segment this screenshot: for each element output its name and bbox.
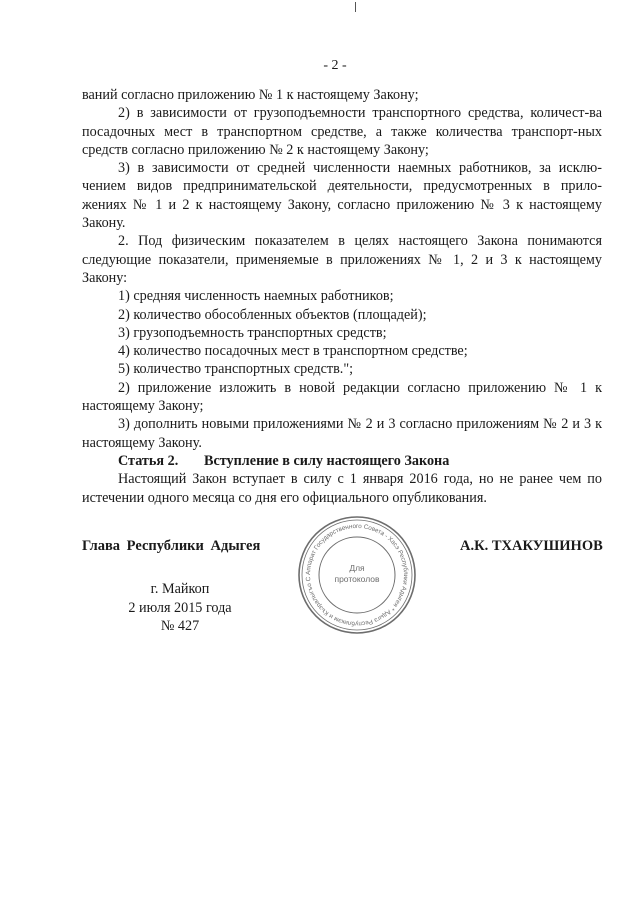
seal-center-line1: Для [349, 563, 365, 573]
article-2 [82, 452, 602, 507]
place-date-block [100, 580, 260, 636]
article-heading [82, 452, 602, 470]
indicator-4: 4) количество посадочных мест в транспортном средстве; [118, 343, 468, 360]
indicator-2: 2) количество обособленных объектов (площадей); [118, 306, 427, 323]
article-text: Настоящий Закон вступает в силу с 1 января 2016 года, но не ранее чем по истечении одного месяца со дня его официального опубликования. [82, 471, 602, 506]
paragraph-item-2: 2) в зависимости от грузоподъемности транспортного средства, количест-ва посадочных мест в транспортном средстве, а также количества транспорт-ных средств согласно приложению № 2 к настоящему Закону; [82, 105, 602, 158]
indicator-5: 5) количество транспортных средств."; [118, 361, 354, 378]
indicator-1: 1) средняя численность наемных работников; [118, 288, 394, 305]
signing-date: 2 июля 2015 года [128, 599, 232, 616]
seal-ring-text: Аппарат Государственного Совета - Хасэ Республики Адыгея * Адыгэ Республикэм и Къэралыгъо С [304, 522, 410, 628]
law-number: № 427 [160, 618, 200, 634]
article-number: Статья 2. [118, 453, 179, 469]
paragraph-physical-indicator: 2. Под физическим показателем в целях настоящего Закона понимаются следующие показатели, применяемые в приложениях № 1, 2 и 3 к настоящему Закону: [82, 233, 602, 286]
law-body [82, 86, 602, 452]
amendment-2: 2) приложение изложить в новой редакции согласно приложению № 1 к настоящему Закону; [82, 379, 602, 415]
official-seal [296, 514, 418, 636]
amendment-3: 3) дополнить новыми приложениями № 2 и 3 согласно приложениям № 2 и 3 к настоящему Закону. [82, 416, 602, 451]
signatory-title: Глава Республики Адыгея [82, 538, 261, 554]
paragraph-item-3: 3) в зависимости от средней численности наемных работников, за исклю-чением видов предпринимательской деятельности, предусмотренных в прило-жениях № 1 и 2 к настоящему Закону, согласно приложению № 3 к настоящему Закону. [82, 160, 602, 232]
scan-mark [355, 2, 356, 12]
article-title: Вступление в силу настоящего Закона [204, 453, 450, 469]
city: г. Майкоп [150, 581, 210, 597]
page-number: - 2 - [323, 58, 347, 73]
signatory-name: А.К. ТХАКУШИНОВ [460, 538, 603, 554]
indicator-3: 3) грузоподъемность транспортных средств; [118, 324, 387, 341]
paragraph-continuation: ваний согласно приложению № 1 к настоящему Закону; [82, 87, 419, 103]
seal-center-line2: протоколов [334, 574, 380, 584]
